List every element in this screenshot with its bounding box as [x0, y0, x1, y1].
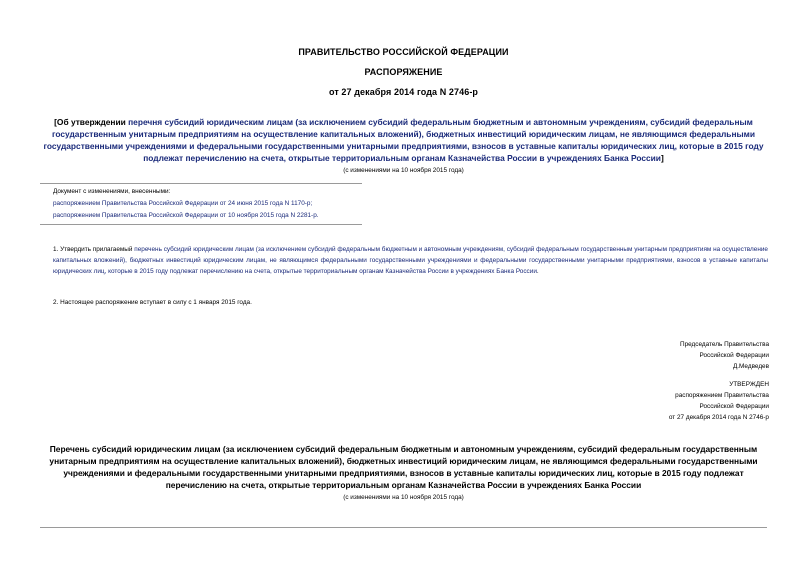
signature-name: Д.Медведев	[732, 363, 769, 370]
changes-note-bottom: (с изменениями на 10 ноября 2015 года)	[343, 494, 464, 501]
title-prefix: [Об утверждении	[54, 117, 129, 127]
approval-date: от 27 декабря 2014 года N 2746-р	[668, 414, 769, 421]
paragraph-1-start: 1. Утвердить прилагаемый	[53, 246, 135, 253]
bottom-divider	[40, 527, 767, 528]
paragraph-1	[53, 244, 768, 277]
document-title	[40, 116, 767, 164]
approval-by: распоряжением Правительства	[675, 392, 769, 399]
list-title: Перечень субсидий юридическим лицам (за исключением субсидий федеральным бюджетным и автономным учреждениям, субсидий федеральным государственным унитарным предприятиям на осуществление капитальных вложений), бюджетных инвестиций юридическим лицам, не являющимся федеральными государственными учреждениями и федеральными государственными унитарными предприятиями, взносов в уставные капиталы юридических лиц, которые в 2015 году подлежат перечислению на счета, открытые территориальным органам Казначейства России в учреждениях Банка России	[49, 444, 758, 490]
approval-country: Российской Федерации	[699, 403, 769, 410]
signature-position: Председатель Правительства	[680, 341, 769, 348]
document-type-heading: РАСПОРЯЖЕНИЕ	[364, 67, 443, 77]
title-link[interactable]: перечня субсидий юридическим лицам (за исключением субсидий федеральным бюджетным и автономным учреждениям, субсидий федеральным государственным унитарным предприятиям на осуществление капитальных вложений), бюджетных инвестиций юридическим лицам, не являющимся федеральными государственными учреждениями и федеральными государственными унитарными предприятиями, взносов в уставные капиталы юридических лиц, которые в 2015 году подлежат перечислению на счета, открытые территориальным органам Казначейства России в учреждениях Банка России	[43, 117, 764, 163]
signature-block	[519, 339, 769, 372]
edition-note-heading: Документ с изменениями, внесенными:	[53, 188, 171, 195]
paragraph-1-end: .	[536, 268, 539, 275]
edition-link-2281[interactable]: распоряжением Правительства Российской Федерации от 10 ноября 2015 года N 2281-р.	[53, 212, 319, 219]
edition-note	[53, 186, 373, 222]
changes-note-top: (с изменениями на 10 ноября 2015 года)	[343, 167, 464, 174]
document-date-heading: от 27 декабря 2014 года N 2746-р	[328, 87, 479, 97]
paragraph-1-link[interactable]: перечень субсидий юридическим лицам (за исключением субсидий федеральным бюджетным и автономным учреждениям, субсидий федеральным государственным унитарным предприятиям на осуществление капитальных вложений), бюджетных инвестиций юридическим лицам, не являющимся федеральными государственными учреждениями и федеральными государственными унитарными предприятиями, взносов в уставные капиталы юридических лиц, которые в 2015 году подлежат перечислению на счета, открытые территориальным органам Казначейства России в учреждениях Банка России	[53, 246, 768, 275]
edition-link-1170[interactable]: распоряжением Правительства Российской Федерации от 24 июня 2015 года N 1170-р;	[53, 200, 313, 207]
government-heading: ПРАВИТЕЛЬСТВО РОССИЙСКОЙ ФЕДЕРАЦИИ	[298, 47, 509, 57]
edition-note-bottom-rule	[40, 224, 362, 225]
edition-note-top-rule	[40, 183, 362, 184]
signature-country: Российской Федерации	[699, 352, 769, 359]
paragraph-2: 2. Настоящее распоряжение вступает в силу с 1 января 2015 года.	[53, 299, 252, 306]
approval-block	[519, 379, 769, 423]
approval-heading: УТВЕРЖДЕН	[729, 381, 769, 388]
title-suffix: ]	[660, 153, 664, 163]
